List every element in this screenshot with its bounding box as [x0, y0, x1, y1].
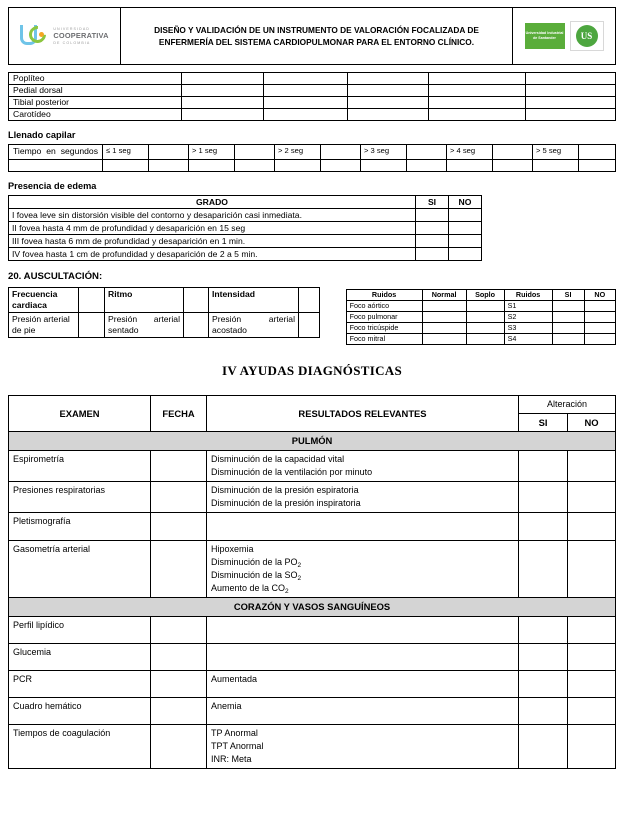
pulses-table: [8, 72, 616, 121]
vitals-label-intensidad: Intensidad: [209, 287, 299, 312]
diag-si-cell[interactable]: [519, 450, 568, 481]
pulse-cell[interactable]: [182, 73, 264, 85]
edema-no-cell[interactable]: [449, 208, 482, 221]
diag-fecha-cell[interactable]: [151, 643, 207, 670]
edema-no-cell[interactable]: [449, 247, 482, 260]
capillary-table-body: [9, 145, 616, 172]
table-row: [9, 234, 482, 247]
pulse-cell[interactable]: [348, 109, 429, 121]
ucc-line-colombia: DE COLOMBIA: [53, 40, 91, 45]
edema-header-si: SI: [416, 195, 449, 208]
sounds-si-cell[interactable]: [552, 322, 584, 333]
vitals-label-pa-pie: Presión arterial de pie: [9, 312, 79, 337]
capillary-check-1[interactable]: [149, 145, 189, 160]
pulse-cell[interactable]: [526, 73, 616, 85]
diag-result-line: Aumento de la $CO_2$: [211, 583, 289, 596]
capillary-spacer: [235, 159, 275, 171]
diag-no-cell[interactable]: [568, 450, 616, 481]
capillary-section-label: Llenado capilar: [8, 130, 76, 140]
pulse-label: Poplíteo: [9, 73, 182, 85]
capillary-value-2: > 1 seg: [189, 145, 235, 160]
table-row: [9, 670, 616, 697]
capillary-check-6[interactable]: [579, 145, 616, 160]
header-logo-left-cell: [9, 8, 121, 64]
capillary-table: [8, 144, 616, 172]
sounds-no-cell[interactable]: [584, 322, 615, 333]
sounds-normal-cell[interactable]: [422, 311, 466, 322]
table-row: [9, 643, 616, 670]
sounds-soplo-cell[interactable]: [466, 322, 504, 333]
diag-result-line: Disminución de la capacidad vital: [211, 453, 345, 464]
edema-header-no: NO: [449, 195, 482, 208]
table-row: [9, 221, 482, 234]
edema-grade-label: IV fovea hasta 1 cm de profundidad y desaparición de 2 a 5 min.: [9, 247, 416, 260]
pulse-label: Tibial posterior: [9, 97, 182, 109]
capillary-spacer: [579, 159, 616, 171]
diag-resultados-cell[interactable]: [207, 616, 519, 643]
diag-examen-label: Cuadro hemático: [9, 697, 151, 724]
diag-fecha-cell[interactable]: [151, 697, 207, 724]
pulse-cell[interactable]: [429, 109, 526, 121]
capillary-check-3[interactable]: [321, 145, 361, 160]
sounds-normal-cell[interactable]: [422, 300, 466, 311]
vitals-label-pa-sentado: Presión arterial sentado: [105, 312, 184, 337]
table-row: [9, 513, 616, 541]
header-logo-right-cell: [513, 8, 615, 64]
edema-si-cell[interactable]: [416, 247, 449, 260]
pulse-cell[interactable]: [348, 85, 429, 97]
diag-examen-label: Gasometría arterial: [9, 541, 151, 598]
diag-si-cell[interactable]: [519, 616, 568, 643]
ucc-logo-text: [53, 27, 108, 45]
vitals-table-body: [9, 287, 320, 338]
header-title-cell: [121, 8, 513, 64]
heart-sounds-table-body: [346, 289, 615, 344]
uis-green-logo: [525, 23, 565, 49]
vitals-value-pa-pie[interactable]: [79, 312, 105, 337]
sounds-si-cell[interactable]: [552, 333, 584, 344]
table-row: [9, 287, 320, 312]
diag-resultados-cell: [207, 481, 519, 512]
vitals-value-pa-acostado[interactable]: [299, 312, 320, 337]
table-row: [9, 247, 482, 260]
edema-table: [8, 195, 482, 261]
edema-si-cell[interactable]: [416, 221, 449, 234]
edema-grade-label: II fovea hasta 4 mm de profundidad y desaparición en 15 seg: [9, 221, 416, 234]
capillary-spacer: [361, 159, 407, 171]
table-row: [9, 145, 616, 160]
sounds-no-cell[interactable]: [584, 333, 615, 344]
edema-no-cell[interactable]: [449, 234, 482, 247]
sounds-ruido-label: S1: [504, 300, 552, 311]
diag-resultados-cell: Aumentada: [207, 670, 519, 697]
diag-no-cell[interactable]: [568, 513, 616, 541]
diag-examen-label: Glucemia: [9, 643, 151, 670]
uis-green-logo-text: Universidad Industrial de Santander: [525, 30, 564, 40]
diag-resultados-cell: [207, 541, 519, 598]
sounds-foco-label: Foco tricúspide: [346, 322, 422, 333]
diag-resultados-cell[interactable]: [207, 513, 519, 541]
diag-si-cell[interactable]: [519, 513, 568, 541]
heart-sounds-table: [346, 289, 616, 345]
diag-header-fecha: FECHA: [151, 395, 207, 432]
table-row: [9, 616, 616, 643]
diag-no-cell[interactable]: [568, 724, 616, 768]
pulse-cell[interactable]: [264, 73, 348, 85]
diag-header-si: SI: [519, 413, 568, 432]
capillary-spacer: [493, 159, 533, 171]
diag-result-line: TP Anormal: [211, 727, 258, 738]
capillary-spacer: [407, 159, 447, 171]
diag-result-line: Disminución de la ventilación por minuto: [211, 466, 373, 477]
vitals-label-fc: Frecuencia cardiaca: [9, 287, 79, 312]
page-title: DISEÑO Y VALIDACIÓN DE UN INSTRUMENTO DE VALORACIÓN FOCALIZADA DE ENFERMERÍA DEL SISTEMA CARDIOPULMONAR PARA EL ENTORNO CLÍNICO.: [154, 24, 479, 47]
table-row: [9, 97, 616, 109]
ucc-logo-mark-icon: [20, 24, 50, 48]
diag-fecha-cell[interactable]: [151, 616, 207, 643]
diag-header-resultados: RESULTADOS RELEVANTES: [207, 395, 519, 432]
capillary-value-3: > 2 seg: [275, 145, 321, 160]
sounds-foco-label: Foco aórtico: [346, 300, 422, 311]
vitals-label-pa-acostado: Presión arterial acostado: [209, 312, 299, 337]
subscript-2: 2: [297, 575, 302, 583]
diag-si-cell[interactable]: [519, 541, 568, 598]
auscultation-section-label: 20. AUSCULTACIÓN:: [8, 270, 103, 282]
vitals-label-ritmo: Ritmo: [105, 287, 184, 312]
diag-header-alteracion: Alteración: [519, 395, 616, 413]
diag-resultados-cell: Anemia: [207, 697, 519, 724]
edema-grade-label: I fovea leve sin distorsión visible del contorno y desaparición casi inmediata.: [9, 208, 416, 221]
diag-si-cell[interactable]: [519, 724, 568, 768]
capillary-value-1: ≤ 1 seg: [103, 145, 149, 160]
pulse-cell[interactable]: [348, 73, 429, 85]
sounds-ruido-label: S3: [504, 322, 552, 333]
sounds-no-cell[interactable]: [584, 300, 615, 311]
table-row: [9, 724, 616, 768]
sounds-normal-cell[interactable]: [422, 322, 466, 333]
diag-resultados-cell[interactable]: [207, 643, 519, 670]
vitals-table: [8, 287, 320, 339]
table-row: [346, 300, 615, 311]
pulse-cell[interactable]: [526, 97, 616, 109]
table-row: [9, 450, 616, 481]
diag-no-cell[interactable]: [568, 670, 616, 697]
capillary-row-label: Tiempo en segundos: [9, 145, 103, 160]
pulse-label: Pedial dorsal: [9, 85, 182, 97]
capillary-value-4: > 3 seg: [361, 145, 407, 160]
diag-no-cell[interactable]: [568, 643, 616, 670]
capillary-spacer: [275, 159, 321, 171]
diag-examen-label: Pletismografía: [9, 513, 151, 541]
table-row: [9, 159, 616, 171]
auscultation-row: [8, 287, 616, 345]
diagnostics-table-body: [9, 395, 616, 768]
table-row: [9, 85, 616, 97]
sounds-foco-label: Foco pulmonar: [346, 311, 422, 322]
edema-si-cell[interactable]: [416, 208, 449, 221]
diag-band-corazon: CORAZÓN Y VASOS SANGUÍNEOS: [9, 598, 616, 617]
pulse-cell[interactable]: [182, 85, 264, 97]
table-row: [9, 481, 616, 512]
capillary-label-spacer: [9, 159, 103, 171]
diag-result-line: TPT Anormal: [211, 740, 264, 751]
ucc-line-cooperativa: COOPERATIVA: [53, 31, 109, 41]
pulse-cell[interactable]: [429, 73, 526, 85]
pulse-cell[interactable]: [182, 97, 264, 109]
sounds-ruido-label: S4: [504, 333, 552, 344]
edema-si-cell[interactable]: [416, 234, 449, 247]
vitals-value-fc[interactable]: [79, 287, 105, 312]
edema-section-label: Presencia de edema: [8, 180, 97, 191]
diag-examen-label: PCR: [9, 670, 151, 697]
table-row: [9, 697, 616, 724]
table-row: [9, 109, 616, 121]
diag-fecha-cell[interactable]: [151, 450, 207, 481]
sounds-header-normal: Normal: [422, 289, 466, 300]
diag-examen-label: Perfil lipídico: [9, 616, 151, 643]
edema-header-grado: GRADO: [9, 195, 416, 208]
diag-examen-label: Tiempos de coagulación: [9, 724, 151, 768]
table-row: [346, 289, 615, 300]
sounds-normal-cell[interactable]: [422, 333, 466, 344]
diag-fecha-cell[interactable]: [151, 513, 207, 541]
vitals-value-intensidad[interactable]: [299, 287, 320, 312]
diag-si-cell[interactable]: [519, 643, 568, 670]
diag-fecha-cell[interactable]: [151, 670, 207, 697]
document-page: [0, 7, 624, 827]
diag-resultados-cell: [207, 450, 519, 481]
diag-result-line: Disminución de la presión espiratoria: [211, 484, 359, 495]
sounds-soplo-cell[interactable]: [466, 311, 504, 322]
capillary-spacer: [189, 159, 235, 171]
vitals-value-pa-sentado[interactable]: [184, 312, 209, 337]
capillary-value-6: > 5 seg: [533, 145, 579, 160]
diag-result-line: Disminución de la $PO_2$: [211, 557, 302, 570]
table-row: [346, 311, 615, 322]
pulse-cell[interactable]: [182, 109, 264, 121]
pulse-cell[interactable]: [429, 97, 526, 109]
table-row: [9, 73, 616, 85]
diag-no-cell[interactable]: [568, 616, 616, 643]
pulse-cell[interactable]: [264, 85, 348, 97]
table-row: [9, 208, 482, 221]
table-row: [9, 395, 616, 413]
pulse-cell[interactable]: [348, 97, 429, 109]
diag-si-cell[interactable]: [519, 697, 568, 724]
diag-si-cell[interactable]: [519, 670, 568, 697]
sounds-soplo-cell[interactable]: [466, 333, 504, 344]
capillary-check-2[interactable]: [235, 145, 275, 160]
sounds-soplo-cell[interactable]: [466, 300, 504, 311]
table-row: [346, 322, 615, 333]
diag-examen-label: Espirometría: [9, 450, 151, 481]
diag-fecha-cell[interactable]: [151, 481, 207, 512]
capillary-spacer: [103, 159, 149, 171]
diag-resultados-cell: [207, 724, 519, 768]
capillary-spacer: [533, 159, 579, 171]
sounds-header-ruidos-right: Ruidos: [504, 289, 552, 300]
pulse-label: Carotídeo: [9, 109, 182, 121]
uis-mark-logo: [570, 21, 604, 51]
sounds-no-cell[interactable]: [584, 311, 615, 322]
uis-mark-logo-text: US: [576, 25, 598, 47]
pulse-cell[interactable]: [526, 85, 616, 97]
capillary-spacer: [321, 159, 361, 171]
sounds-header-si: SI: [552, 289, 584, 300]
ucc-line-universidad: UNIVERSIDAD: [53, 26, 91, 31]
vitals-value-ritmo[interactable]: [184, 287, 209, 312]
diagnostics-section-title: IV AYUDAS DIAGNÓSTICAS: [222, 362, 402, 378]
diag-header-examen: EXAMEN: [9, 395, 151, 432]
diag-si-cell[interactable]: [519, 481, 568, 512]
table-row: [9, 598, 616, 617]
capillary-spacer: [447, 159, 493, 171]
diag-no-cell[interactable]: [568, 481, 616, 512]
diag-no-cell[interactable]: [568, 697, 616, 724]
table-row: [346, 333, 615, 344]
sounds-header-soplo: Soplo: [466, 289, 504, 300]
pulses-table-body: [9, 73, 616, 121]
sounds-header-ruidos-left: Ruidos: [346, 289, 422, 300]
diag-result-line: INR: Meta: [211, 753, 252, 764]
diag-header-no: NO: [568, 413, 616, 432]
pulse-cell[interactable]: [429, 85, 526, 97]
table-row: [9, 195, 482, 208]
edema-grade-label: III fovea hasta 6 mm de profundidad y desaparición en 1 min.: [9, 234, 416, 247]
pulse-cell[interactable]: [526, 109, 616, 121]
capillary-check-5[interactable]: [493, 145, 533, 160]
ucc-logo: [20, 24, 108, 48]
sounds-si-cell[interactable]: [552, 300, 584, 311]
diag-examen-label: Presiones respiratorias: [9, 481, 151, 512]
pulse-cell[interactable]: [264, 109, 348, 121]
capillary-spacer: [149, 159, 189, 171]
diagnostics-table: [8, 395, 616, 769]
edema-no-cell[interactable]: [449, 221, 482, 234]
diag-result-line: Disminución de la $SO_2$: [211, 570, 302, 583]
edema-table-body: [9, 195, 482, 260]
diag-result-line: Hipoxemia: [211, 544, 254, 555]
diag-band-pulmon: PULMÓN: [9, 432, 616, 451]
sounds-header-no: NO: [584, 289, 615, 300]
table-row: [9, 312, 320, 337]
capillary-check-4[interactable]: [407, 145, 447, 160]
capillary-value-5: > 4 seg: [447, 145, 493, 160]
subscript-2: 2: [285, 588, 289, 596]
diag-fecha-cell[interactable]: [151, 724, 207, 768]
pulse-cell[interactable]: [264, 97, 348, 109]
sounds-ruido-label: S2: [504, 311, 552, 322]
sounds-si-cell[interactable]: [552, 311, 584, 322]
sounds-foco-label: Foco mitral: [346, 333, 422, 344]
diag-result-line: Disminución de la presión inspiratoria: [211, 498, 361, 509]
diag-no-cell[interactable]: [568, 541, 616, 598]
table-row: [9, 432, 616, 451]
subscript-2: 2: [297, 562, 302, 570]
diag-fecha-cell[interactable]: [151, 541, 207, 598]
document-header: [8, 7, 616, 65]
table-row: [9, 541, 616, 598]
